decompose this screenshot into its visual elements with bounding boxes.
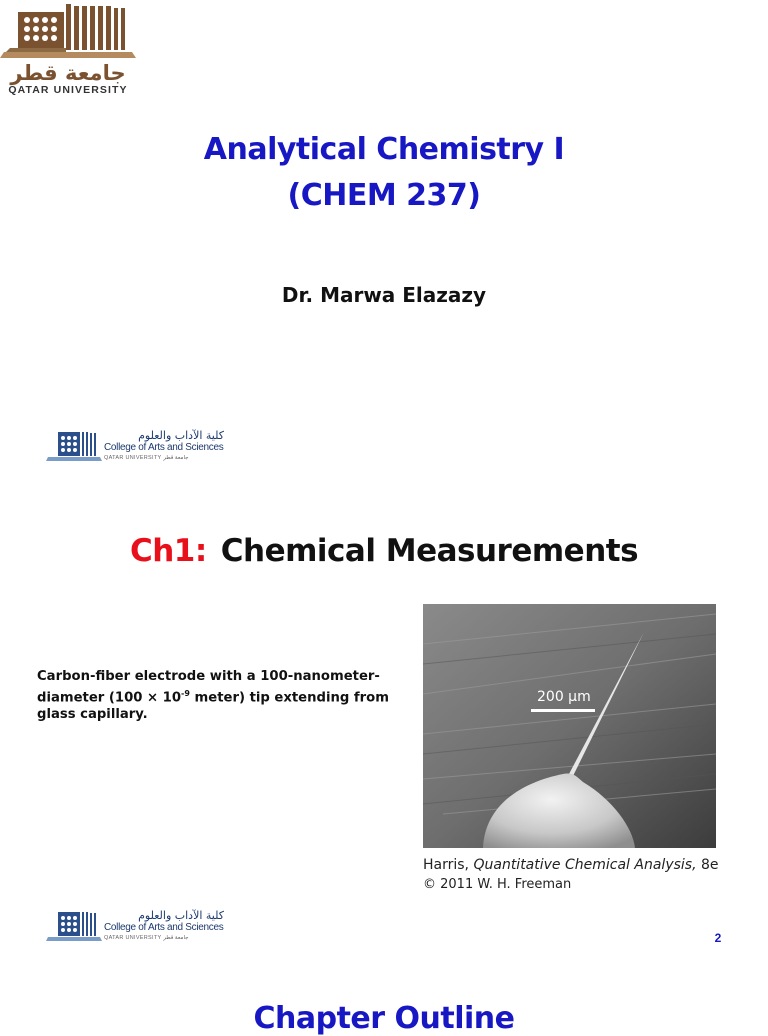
credit-author: Harris, xyxy=(423,857,474,873)
credit-edition: 8e xyxy=(696,857,719,873)
page-number: 2 xyxy=(714,931,722,945)
credit-book-title: Quantitative Chemical Analysis, xyxy=(473,857,697,873)
electrode-micrograph-image xyxy=(423,604,716,848)
chapter-heading xyxy=(0,533,768,569)
caption-exponent: -9 xyxy=(181,689,190,698)
college-logo xyxy=(44,430,234,466)
caption-text-start: Carbon-fiber electrode with a 100-nanometer-diameter (100 × 10 xyxy=(37,669,380,706)
college-subline: QATAR UNIVERSITY جامعة قطر xyxy=(104,455,189,461)
course-code: (CHEM 237) xyxy=(287,178,481,213)
figure-copyright: © 2011 W. H. Freeman xyxy=(423,877,572,892)
next-slide-title: Chapter Outline xyxy=(253,1001,515,1036)
qatar-university-logo xyxy=(0,0,140,98)
college-arabic-name: كلية الآداب والعلوم xyxy=(138,909,224,922)
college-english-name: College of Arts and Sciences xyxy=(104,442,224,453)
instructor-name: Dr. Marwa Elazazy xyxy=(281,283,487,307)
figure-caption xyxy=(37,668,421,723)
scale-bar xyxy=(531,709,595,712)
qatar-university-emblem-icon xyxy=(0,0,140,64)
university-arabic-name: جامعة قطر xyxy=(10,61,126,85)
college-emblem-icon xyxy=(44,430,102,464)
university-english-name: QATAR UNIVERSITY xyxy=(8,84,128,96)
college-subline: QATAR UNIVERSITY جامعة قطر xyxy=(104,935,189,941)
caption-text-end: meter) tip extending from glass capillary. xyxy=(37,690,389,723)
chapter-title: Chemical Measurements xyxy=(220,533,639,569)
course-title: Analytical Chemistry I xyxy=(203,132,565,167)
chapter-number: Ch1: xyxy=(129,533,207,569)
college-emblem-icon xyxy=(44,910,102,944)
college-english-name: College of Arts and Sciences xyxy=(104,922,224,933)
scale-bar-label: 200 μm xyxy=(537,689,591,705)
college-logo-footer xyxy=(44,910,234,946)
college-arabic-name: كلية الآداب والعلوم xyxy=(138,429,224,442)
figure-source xyxy=(423,857,719,873)
